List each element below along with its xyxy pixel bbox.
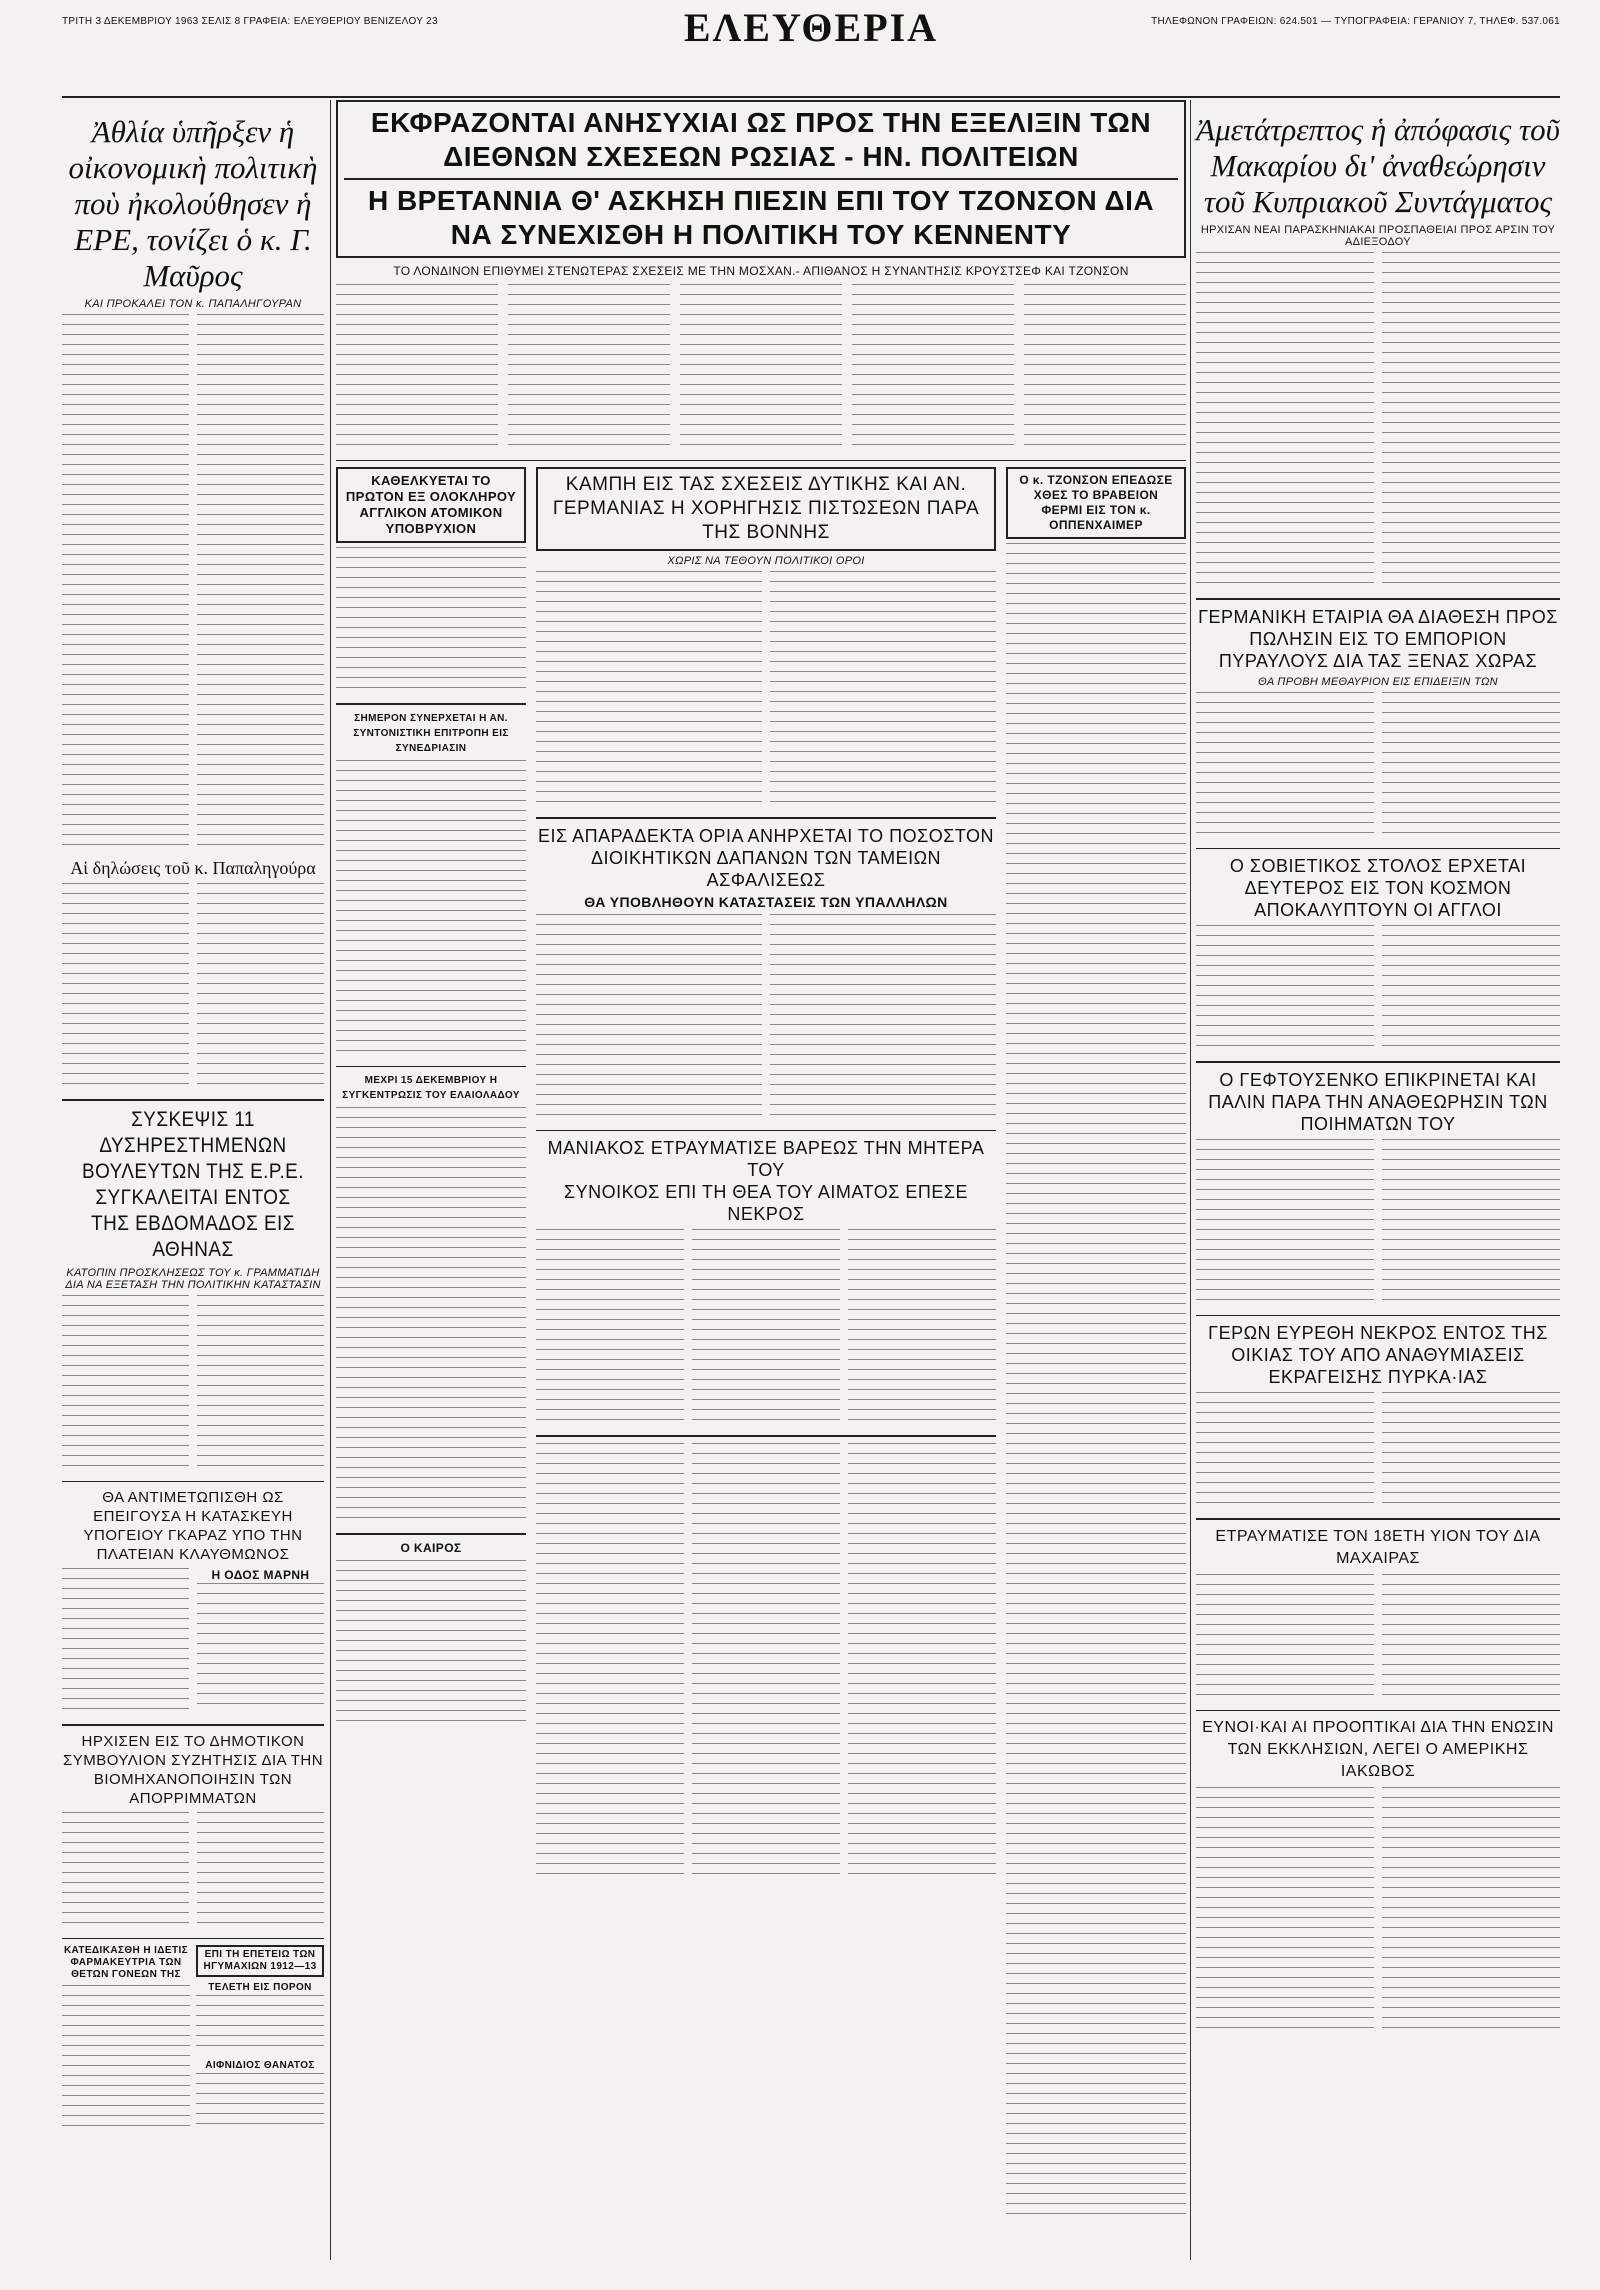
article-text [62, 1295, 189, 1475]
article-text [197, 883, 324, 1093]
right-headline-5: ΓΕΡΩΝ ΕΥΡΕΘΗ ΝΕΚΡΟΣ ΕΝΤΟΣ ΤΗΣ ΟΙΚΙΑΣ ΤΟΥ ΑΠΟ ΑΝΑΘΥΜΙΑΣΕΙΣ ΕΚΡΑΓΕΙΣΗΣ ΠΥΡΚΑ·ΙΑΣ [1208, 1323, 1548, 1387]
left-brief-2-sub: ΤΕΛΕΤΗ ΕΙΣ ΠΟΡΟΝ [208, 1982, 312, 1993]
right-headline-3: Ο ΣΟΒΙΕΤΙΚΟΣ ΣΤΟΛΟΣ ΕΡΧΕΤΑΙ ΔΕΥΤΕΡΟΣ ΕΙΣ ΤΟΝ ΚΟΣΜΟΝ ΑΠΟΚΑΛΥΠΤΟΥΝ ΟΙ ΑΓΓΛΟΙ [1229, 856, 1527, 920]
left-brief-1: ΚΑΤΕΔΙΚΑΣΘΗ Η ΙΔΕΤΙΣ ΦΑΡΜΑΚΕΥΤΡΙΑ ΤΩΝ ΘΕΤΩΝ ΓΟΝΕΩΝ ΤΗΣ [63, 1945, 189, 1980]
article-text [62, 314, 189, 854]
article-text [1382, 1787, 1560, 2037]
article-text [62, 1812, 189, 1932]
masthead-bar [62, 5, 1560, 98]
article-text [336, 547, 526, 697]
center-mid-2-sub: ΘΑ ΥΠΟΒΛΗΘΟΥΝ ΚΑΤΑΣΤΑΣΕΙΣ ΤΩΝ ΥΠΑΛΛΗΛΩΝ [584, 893, 948, 910]
article-text [536, 1443, 684, 1883]
dateline: ΤΡΙΤΗ 3 ΔΕΚΕΜΒΡΙΟΥ 1963 ΣΕΛΙΣ 8 ΓΡΑΦΕΙΑ: ΕΛΕΥΘΕΡΙΟΥ ΒΕΝΙΖΕΛΟΥ 23 [62, 16, 438, 27]
left-headline-2: ΣΥΣΚΕΨΙΣ 11 ΔΥΣΗΡΕΣΤΗΜΕΝΩΝ ΒΟΥΛΕΥΤΩΝ ΤΗΣ Ε.Ρ.Ε. ΣΥΓΚΑΛΕΙΤΑΙ ΕΝΤΟΣ ΤΗΣ ΕΒΔΟΜΑΔΟΣ ΕΙΣ ΑΘΗΝΑΣ [82, 1107, 304, 1261]
article-text [1382, 1392, 1560, 1512]
left-headline-4: ΗΡΧΙΣΕΝ ΕΙΣ ΤΟ ΔΗΜΟΤΙΚΟΝ ΣΥΜΒΟΥΛΙΟΝ ΣΥΖΗΤΗΣΙΣ ΔΙΑ ΤΗΝ ΒΙΟΜΗΧΑΝΟΠΟΙΗΣΙΝ ΤΩΝ ΑΠΟΡΡΙΜΜΑΤΩΝ [62, 1732, 324, 1807]
article-text [848, 1443, 996, 1883]
article-text [196, 2073, 324, 2133]
left-headline: Ἀθλία ὑπῆρξεν ἡ οἰκονομικὴ πολιτικὴ ποὺ ἠκολούθησεν ἡ ΕΡΕ, τονίζει ὁ κ. Γ. Μαῦρος [68, 114, 318, 293]
article-text [197, 314, 324, 854]
article-text [336, 1560, 526, 1730]
article-text [197, 1583, 324, 1713]
right-headline-2-sub: ΘΑ ΠΡΟΒΗ ΜΕΘΑΥΡΙΟΝ ΕΙΣ ΕΠΙΔΕΙΞΙΝ ΤΩΝ [1258, 675, 1498, 688]
right-headline-2: ΓΕΡΜΑΝΙΚΗ ΕΤΑΙΡΙΑ ΘΑ ΔΙΑΘΕΣΗ ΠΡΟΣ ΠΩΛΗΣΙΝ ΕΙΣ ΤΟ ΕΜΠΟΡΙΟΝ ΠΥΡΑΥΛΟΥΣ ΔΙΑ ΤΑΣ ΞΕΝΑΣ ΧΩΡΑΣ [1198, 606, 1558, 671]
article-text [62, 1985, 190, 2135]
right-headline-7: ΕΥΝΟΙ·ΚΑΙ ΑΙ ΠΡΟΟΠΤΙΚΑΙ ΔΙΑ ΤΗΝ ΕΝΩΣΙΝ ΤΩΝ ΕΚΚΛΗΣΙΩΝ, ΛΕΓΕΙ Ο ΑΜΕΡΙΚΗΣ ΙΑΚΩΒΟΣ [1202, 1719, 1554, 1780]
right-column [1196, 100, 1560, 2037]
center-box-1: ΚΑΘΕΛΚΥΕΤΑΙ ΤΟ ΠΡΩΤΟΝ ΕΞ ΟΛΟΚΛΗΡΟΥ ΑΓΓΛΙΚΟΝ ΑΤΟΜΙΚΟΝ ΥΠΟΒΡΥΧΙΟΝ [345, 473, 517, 536]
left-subhead: ΚΑΙ ΠΡΟΚΑΛΕΙ ΤΟΝ κ. ΠΑΠΑΛΗΓΟΥΡΑΝ [84, 298, 302, 310]
article-text [1196, 692, 1374, 842]
article-text [1382, 925, 1560, 1055]
article-text [1382, 252, 1560, 592]
article-text [1196, 1392, 1374, 1512]
article-text [1196, 1787, 1374, 2037]
article-text [1196, 252, 1374, 592]
article-text [196, 1995, 324, 2055]
article-text [1196, 925, 1374, 1055]
center-mid-2: ΕΙΣ ΑΠΑΡΑΔΕΚΤΑ ΟΡΙΑ ΑΝΗΡΧΕΤΑΙ ΤΟ ΠΟΣΟΣΤΟΝ ΔΙΟΙΚΗΤΙΚΩΝ ΔΑΠΑΝΩΝ ΤΩΝ ΤΑΜΕΙΩΝ ΑΣΦΑΛΙΣΕΩΣ [537, 825, 995, 890]
article-text [1382, 1574, 1560, 1704]
left-headline-2-sub: ΚΑΤΟΠΙΝ ΠΡΟΣΚΛΗΣΕΩΣ ΤΟΥ κ. ΓΡΑΜΜΑΤΙΔΗ ΔΙΑ ΝΑ ΕΞΕΤΑΣΗ ΤΗΝ ΠΟΛΙΤΙΚΗΝ ΚΑΤΑΣΤΑΣΙΝ [65, 1266, 321, 1291]
center-deck: ΤΟ ΛΟΝΔΙΝΟΝ ΕΠΙΘΥΜΕΙ ΣΤΕΝΩΤΕΡΑΣ ΣΧΕΣΕΙΣ ΜΕ ΤΗΝ ΜΟΣΧΑΝ.- ΑΠΙΘΑΝΟΣ Η ΣΥΝΑΝΤΗΣΙΣ ΚΡΟΥΣΤΣΕΦ ΚΑΙ ΤΖΟΝΣΟΝ [393, 263, 1129, 278]
article-text [197, 1812, 324, 1932]
center-mid-1: ΚΑΜΠΗ ΕΙΣ ΤΑΣ ΣΧΕΣΕΙΣ ΔΥΤΙΚΗΣ ΚΑΙ ΑΝ. ΓΕΡΜΑΝΙΑΣ Η ΧΟΡΗΓΗΣΙΣ ΠΙΣΤΩΣΕΩΝ ΠΑΡΑ ΤΗΣ ΒΟΝΝΗΣ [552, 474, 980, 543]
article-text [680, 284, 842, 454]
article-text [336, 760, 526, 1060]
center-sub-a: ΣΗΜΕΡΟΝ ΣΥΝΕΡΧΕΤΑΙ Η ΑΝ. ΣΥΝΤΟΝΙΣΤΙΚΗ ΕΠΙΤΡΟΠΗ ΕΙΣ ΣΥΝΕΔΡΙΑΣΙΝ [353, 712, 509, 754]
article-text [852, 284, 1014, 454]
center-banner-1: ΕΚΦΡΑΖΟΝΤΑΙ ΑΝΗΣΥΧΙΑΙ ΩΣ ΠΡΟΣ ΤΗΝ ΕΞΕΛΙΞΙΝ ΤΩΝ ΔΙΕΘΝΩΝ ΣΧΕΣΕΩΝ ΡΩΣΙΑΣ - ΗΝ. ΠΟΛΙΤΕΙΩΝ [370, 107, 1152, 172]
left-brief-2: ΕΠΙ ΤΗ ΕΠΕΤΕΙΩ ΤΩΝ ΗΓΥΜΑΧΙΩΝ 1912—13 [203, 1949, 317, 1972]
article-text [62, 1568, 189, 1718]
right-headline-6: ΕΤΡΑΥΜΑΤΙΣΕ ΤΟΝ 18ΕΤΗ ΥΙΟΝ ΤΟΥ ΔΙΑ ΜΑΧΑΙΡΑΣ [1215, 1527, 1541, 1567]
article-text [536, 1229, 684, 1429]
article-text [536, 914, 762, 1124]
article-text [1006, 543, 1186, 2223]
center-sub-b: ΜΕΧΡΙ 15 ΔΕΚΕΜΒΡΙΟΥ Η ΣΥΓΚΕΝΤΡΩΣΙΣ ΤΟΥ ΕΛΑΙΟΛΑΔΟΥ [342, 1075, 520, 1101]
article-text [848, 1229, 996, 1429]
right-headline-4: Ο ΓΕΦΤΟΥΣΕΝΚΟ ΕΠΙΚΡΙΝΕΤΑΙ ΚΑΙ ΠΑΛΙΝ ΠΑΡΑ ΤΗΝ ΑΝΑΘΕΩΡΗΣΙΝ ΤΩΝ ΠΟΙΗΜΑΤΩΝ ΤΟΥ [1208, 1069, 1548, 1134]
column-rule [330, 100, 331, 2260]
article-text [770, 914, 996, 1124]
left-side-head: Η ΟΔΟΣ ΜΑΡΝΗ [211, 1568, 310, 1582]
article-text [197, 1295, 324, 1475]
left-brief-3: ΑΙΦΝΙΔΙΟΣ ΘΑΝΑΤΟΣ [205, 2060, 315, 2071]
column-rule [1190, 100, 1191, 2260]
newspaper-title: ΕΛΕΥΘΕΡΙΑ [683, 5, 939, 50]
left-headline-3: ΘΑ ΑΝΤΙΜΕΤΩΠΙΣΘΗ ΩΣ ΕΠΕΙΓΟΥΣΑ Η ΚΑΤΑΣΚΕΥΗ ΥΠΟΓΕΙΟΥ ΓΚΑΡΑΖ ΥΠΟ ΤΗΝ ΠΛΑΤΕΙΑΝ ΚΛΑΥΘΜΩΝΟΣ [83, 1489, 303, 1563]
article-text [336, 1107, 526, 1527]
article-text [1196, 1574, 1374, 1704]
left-subhead-2: Αἱ δηλώσεις τοῦ κ. Παπαληγούρα [70, 858, 316, 878]
left-column [62, 100, 324, 2135]
center-mid-1-sub: ΧΩΡΙΣ ΝΑ ΤΕΘΟΥΝ ΠΟΛΙΤΙΚΟΙ ΟΡΟΙ [667, 555, 865, 567]
article-text [692, 1443, 840, 1883]
right-subhead: ΗΡΧΙΣΑΝ ΝΕΑΙ ΠΑΡΑΣΚΗΝΙΑΚΑΙ ΠΡΟΣΠΑΘΕΙΑΙ ΠΡΟΣ ΑΡΣΙΝ ΤΟΥ ΑΔΙΕΞΟΔΟΥ [1200, 224, 1556, 248]
article-text [1024, 284, 1186, 454]
right-headline: Ἀμετάτρεπτος ἡ ἀπόφασις τοῦ Μακαρίου δι' ἀναθεώρησιν τοῦ Κυπριακοῦ Συντάγματος [1196, 112, 1560, 219]
center-banner-2: Η ΒΡΕΤΑΝΝΙΑ Θ' ΑΣΚΗΣΗ ΠΙΕΣΙΝ ΕΠΙ ΤΟΥ ΤΖΟΝΣΟΝ ΔΙΑ ΝΑ ΣΥΝΕΧΙΣΘΗ Η ΠΟΛΙΤΙΚΗ ΤΟΥ ΚΕΝΝΕΝΤΥ [367, 184, 1155, 250]
center-right-box: Ο κ. ΤΖΟΝΣΟΝ ΕΠΕΔΩΣΕ ΧΘΕΣ ΤΟ ΒΡΑΒΕΙΟΝ ΦΕΡΜΙ ΕΙΣ ΤΟΝ κ. ΟΠΠΕΝΧΑΙΜΕΡ [1019, 473, 1173, 532]
article-text [536, 571, 762, 811]
article-text [692, 1229, 840, 1429]
kairos-head: Ο ΚΑΙΡΟΣ [400, 1540, 462, 1555]
center-column [336, 100, 1186, 2223]
article-text [770, 571, 996, 811]
article-text [1382, 692, 1560, 842]
article-text [336, 284, 498, 454]
center-mid-3: ΜΑΝΙΑΚΟΣ ΕΤΡΑΥΜΑΤΙΣΕ ΒΑΡΕΩΣ ΤΗΝ ΜΗΤΕΡΑ ΤΟΥ [547, 1138, 985, 1180]
article-text [1196, 1139, 1374, 1309]
article-text [1382, 1139, 1560, 1309]
article-text [508, 284, 670, 454]
article-text [62, 883, 189, 1093]
phone-line: ΤΗΛΕΦΩΝΟΝ ΓΡΑΦΕΙΩΝ: 624.501 — ΤΥΠΟΓΡΑΦΕΙΑ: ΓΕΡΑΝΙΟΥ 7, ΤΗΛΕΦ. 537.061 [1151, 16, 1560, 27]
center-mid-3b: ΣΥΝΟΙΚΟΣ ΕΠΙ ΤΗ ΘΕΑ ΤΟΥ ΑΙΜΑΤΟΣ ΕΠΕΣΕ ΝΕΚΡΟΣ [564, 1182, 968, 1224]
